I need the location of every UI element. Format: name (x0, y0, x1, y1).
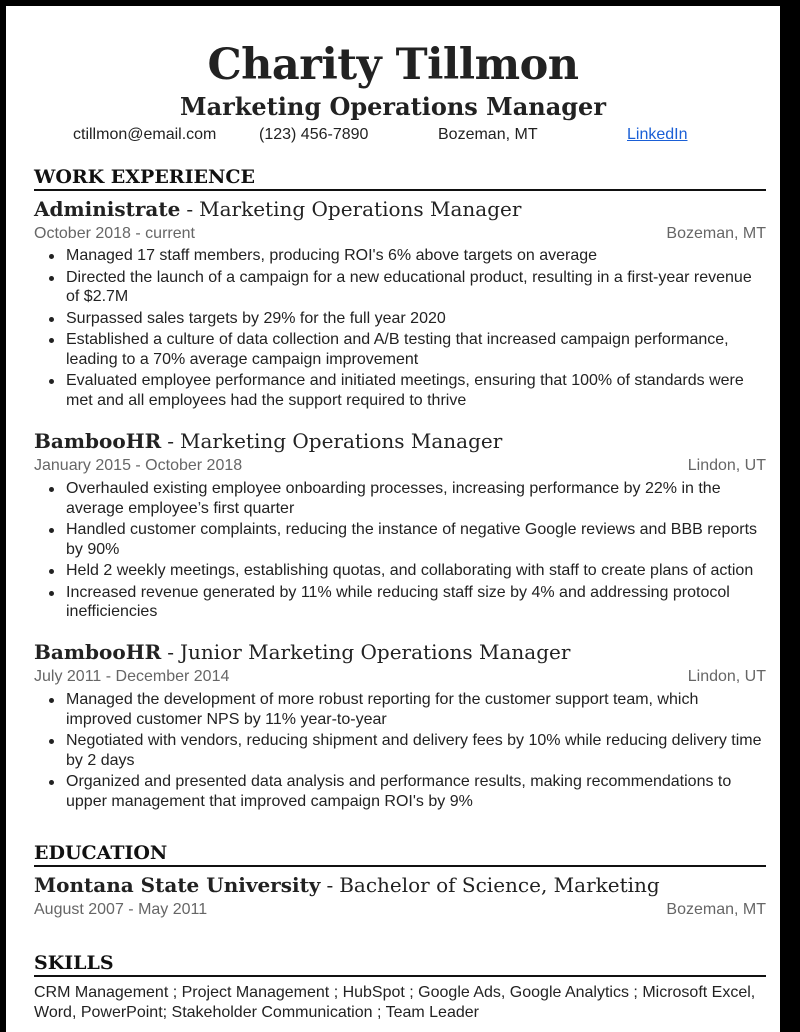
contact-phone: (123) 456-7890 (259, 126, 369, 143)
job-heading (34, 197, 521, 221)
job-company: Administrate (34, 197, 181, 221)
job-dates: October 2018 - current (34, 225, 195, 242)
section-divider (34, 865, 766, 867)
job-location: Lindon, UT (687, 457, 766, 474)
list-item: Managed the development of more robust reporting for the customer support team, which improved customer NPS by 11% year-to-year (34, 690, 766, 729)
section-title-education: EDUCATION (34, 842, 168, 864)
list-item: Established a culture of data collection and A/B testing that increased campaign performance, leading to a 70% average campaign improvement (34, 330, 766, 369)
education-heading (34, 873, 660, 897)
job-separator: - (167, 429, 174, 453)
job-dates: July 2011 - December 2014 (34, 668, 230, 685)
linkedin-link[interactable]: LinkedIn (627, 126, 688, 143)
list-item: Held 2 weekly meetings, establishing quotas, and collaborating with staff to create plans of action (34, 561, 766, 581)
job-meta (34, 457, 766, 475)
job-bullets (34, 479, 766, 624)
list-item: Overhauled existing employee onboarding processes, increasing performance by 22% in the average employee’s first quarter (34, 479, 766, 518)
job-bullets (34, 690, 766, 813)
skills-list: CRM Management ; Project Management ; HubSpot ; Google Ads, Google Analytics ; Microsoft Excel, Word, PowerPoint; Stakeholder Communication ; Team Leader (34, 984, 756, 1021)
job-separator: - (186, 197, 194, 221)
education-meta (34, 901, 766, 919)
education-field: Marketing (553, 873, 660, 897)
section-divider (34, 975, 766, 977)
list-item: Evaluated employee performance and initiated meetings, ensuring that 100% of standards were met and all employees had the support required to thrive (34, 371, 766, 410)
job-meta (34, 668, 766, 686)
job-bullets (34, 246, 766, 412)
job-heading (34, 640, 570, 664)
list-item: Handled customer complaints, reducing the instance of negative Google reviews and BBB reports by 90% (34, 520, 766, 559)
candidate-title: Marketing Operations Manager (180, 92, 606, 121)
section-divider (34, 189, 766, 191)
education-location: Bozeman, MT (666, 901, 766, 918)
job-role: Marketing Operations Manager (179, 429, 503, 453)
education-degree: Bachelor of Science, (339, 873, 548, 897)
list-item: Increased revenue generated by 11% while reducing staff size by 4% and addressing protocol inefficiencies (34, 583, 766, 622)
list-item: Organized and presented data analysis and performance results, making recommendations to upper management that improved campaign ROI's by 9% (34, 772, 766, 811)
job-role: Junior Marketing Operations Manager (179, 640, 571, 664)
job-meta (34, 225, 766, 243)
education-separator: - (326, 873, 334, 897)
job-separator: - (167, 640, 174, 664)
list-item: Negotiated with vendors, reducing shipment and delivery fees by 10% while reducing delivery time by 2 days (34, 731, 766, 770)
list-item: Surpassed sales targets by 29% for the full year 2020 (34, 309, 766, 329)
education-school: Montana State University (34, 873, 321, 897)
list-item: Directed the launch of a campaign for a new educational product, resulting in a first-year revenue of $2.7M (34, 268, 766, 307)
section-title-work: WORK EXPERIENCE (34, 166, 255, 188)
candidate-name: Charity Tillmon (207, 40, 579, 90)
section-title-skills: SKILLS (34, 952, 114, 974)
contact-location: Bozeman, MT (438, 126, 538, 143)
job-role: Marketing Operations Manager (199, 197, 522, 221)
job-company: BambooHR (34, 429, 162, 453)
job-location: Bozeman, MT (666, 225, 766, 242)
job-company: BambooHR (34, 640, 162, 664)
contact-email: ctillmon@email.com (73, 126, 217, 143)
education-dates: August 2007 - May 2011 (34, 901, 208, 918)
resume-page (6, 6, 780, 1032)
job-location: Lindon, UT (687, 668, 766, 685)
list-item: Managed 17 staff members, producing ROI's 6% above targets on average (34, 246, 766, 266)
job-heading (34, 429, 502, 453)
job-dates: January 2015 - October 2018 (34, 457, 243, 474)
